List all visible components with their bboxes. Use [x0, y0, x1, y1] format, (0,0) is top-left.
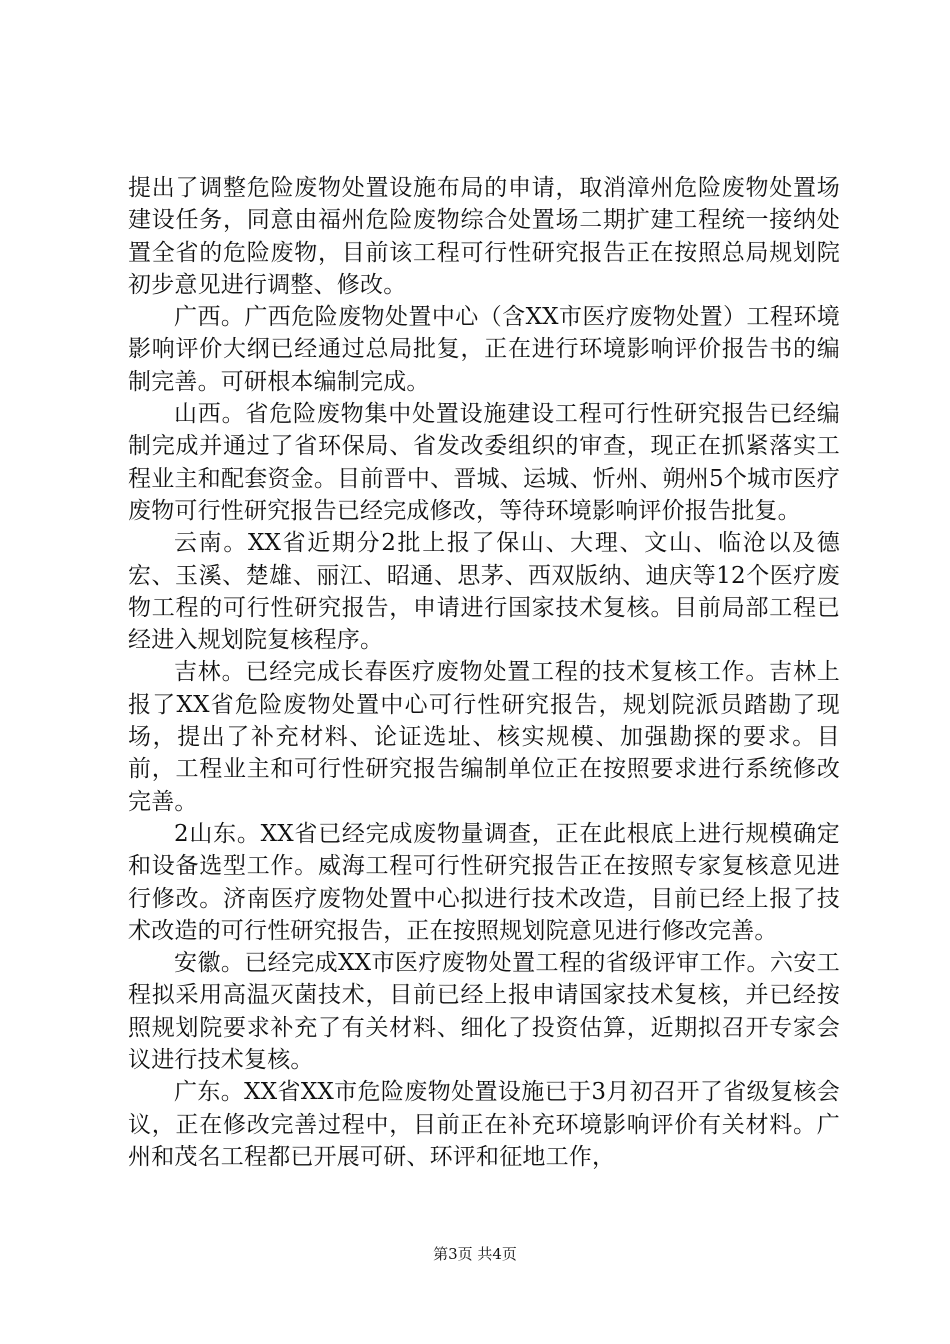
paragraph-guangdong: 广东。XX省XX市危险废物处置设施已于3月初召开了省级复核会议，正在修改完善过程中，目前正在补充环境影响评价有关材料。广州和茂名工程都已开展可研、环评和征地工作， — [128, 1079, 840, 1170]
document-body — [128, 172, 840, 1173]
paragraph-shandong: 2山东。XX省已经完成废物量调查，正在此根底上进行规模确定和设备选型工作。威海工程可行性研究报告正在按照专家复核意见进行修改。济南医疗废物处置中心拟进行技术改造，目前已经上报了技术改造的可行性研究报告，正在按照规划院意见进行修改完善。 — [128, 820, 840, 944]
paragraph-shanxi: 山西。省危险废物集中处置设施建设工程可行性研究报告已经编制完成并通过了省环保局、省发改委组织的审查，现正在抓紧落实工程业主和配套资金。目前晋中、晋城、运城、忻州、朔州5个城市医疗废物可行性研究报告已经完成修改，等待环境影响评价报告批复。 — [128, 401, 840, 524]
paragraph-jilin: 吉林。已经完成长春医疗废物处置工程的技术复核工作。吉林上报了XX省危险废物处置中心可行性研究报告，规划院派员踏勘了现场，提出了补充材料、论证选址、核实规模、加强勘探的要求。目前，工程业主和可行性研究报告编制单位正在按照要求进行系统修改完善。 — [128, 659, 840, 815]
paragraph-yunnan: 云南。XX省近期分2批上报了保山、大理、文山、临沧以及德宏、玉溪、楚雄、丽江、昭通、思茅、西双版纳、迪庆等12个医疗废物工程的可行性研究报告，申请进行国家技术复核。目前局部工程已经进入规划院复核程序。 — [128, 530, 840, 654]
page-number-footer: 第3页 共4页 — [433, 1245, 517, 1263]
paragraph-guangxi: 广西。广西危险废物处置中心（含XX市医疗废物处置）工程环境影响评价大纲已经通过总局批复，正在进行环境影响评价报告书的编制完善。可研根本编制完成。 — [128, 304, 840, 395]
paragraph-anhui: 安徽。已经完成XX市医疗废物处置工程的省级评审工作。六安工程拟采用高温灭菌技术，目前已经上报申请国家技术复核，并已经按照规划院要求补充了有关材料、细化了投资估算，近期拟召开专家会议进行技术复核。 — [128, 950, 840, 1074]
paragraph-fujian-continued: 提出了调整危险废物处置设施布局的申请，取消漳州危险废物处置场建设任务，同意由福州危险废物综合处置场二期扩建工程统一接纳处置全省的危险废物，目前该工程可行性研究报告正在按照总局规划院初步意见进行调整、修改。 — [128, 175, 840, 298]
